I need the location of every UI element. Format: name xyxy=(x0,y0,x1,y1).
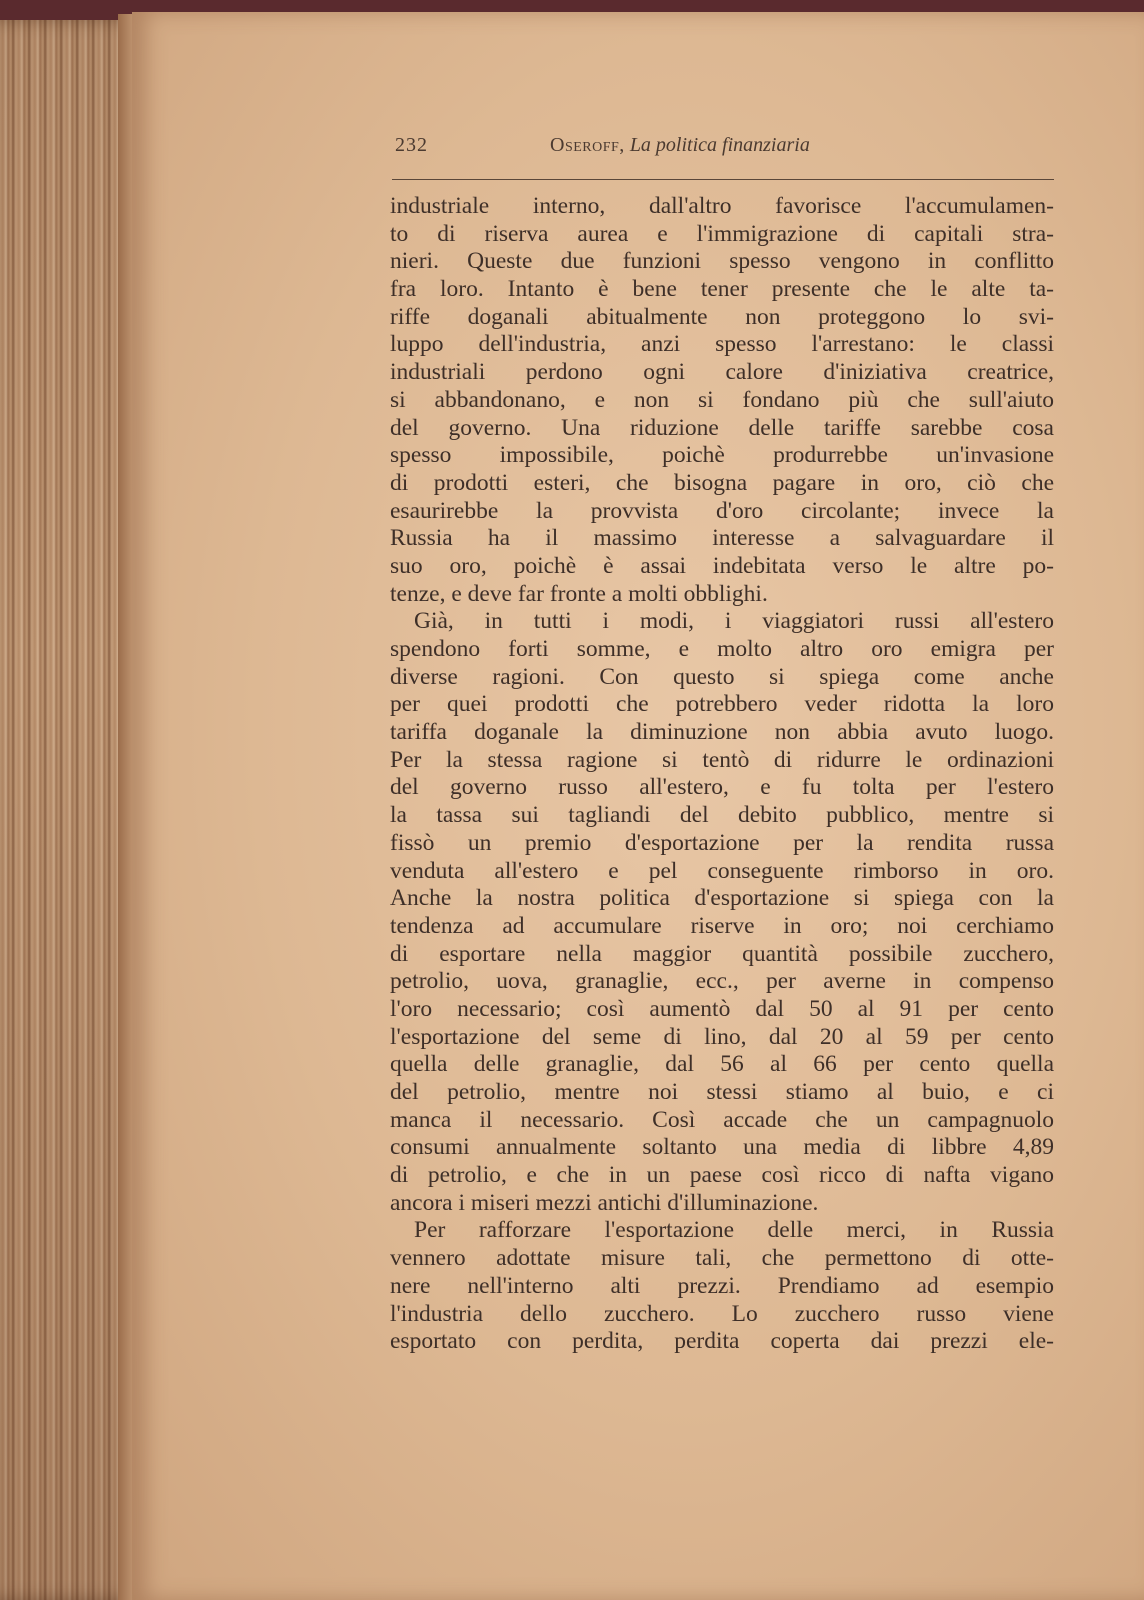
text-line: suo oro, poichè è assai indebitata verso le altre po- xyxy=(390,552,1054,579)
text-line: la tassa sui tagliandi del debito pubblico, mentre si xyxy=(390,802,1054,829)
text-line: di petrolio, e che in un paese così ricco di nafta vigano xyxy=(390,1162,1054,1189)
text-line: quella delle granaglie, dal 56 al 66 per cento quella xyxy=(390,1051,1054,1078)
text-line: Per rafforzare l'esportazione delle merci, in Russia xyxy=(414,1217,1054,1244)
text-line: di prodotti esteri, che bisogna pagare in oro, ciò che xyxy=(390,469,1054,496)
header-rule xyxy=(392,179,1054,180)
text-line: Anche la nostra politica d'esportazione si spiega con la xyxy=(390,885,1054,912)
running-header xyxy=(395,134,1055,164)
text-line: spendono forti somme, e molto altro oro emigra per xyxy=(390,636,1054,662)
running-head xyxy=(550,134,810,157)
text-line: Già, in tutti i modi, i viaggiatori russi all'estero xyxy=(414,608,1054,635)
text-line: l'oro necessario; così aumentò dal 50 al 91 per cento xyxy=(390,995,1054,1022)
text-line: nere nell'interno alti prezzi. Prendiamo ad esempio xyxy=(390,1272,1054,1299)
text-line: ancora i miseri mezzi antichi d'illuminazione. xyxy=(390,1189,819,1216)
text-line: luppo dell'industria, anzi spesso l'arrestano: le classi xyxy=(390,331,1054,358)
text-line: per quei prodotti che potrebbero veder ridotta la loro xyxy=(390,691,1054,718)
text-line: consumi annualmente soltanto una media di libbre 4,89 xyxy=(390,1134,1054,1161)
text-line: tendenza ad accumulare riserve in oro; noi cerchiamo xyxy=(390,912,1054,939)
text-line: diverse ragioni. Con questo si spiega come anche xyxy=(390,663,1054,690)
text-line: del governo russo all'estero, e fu tolta per l'estero xyxy=(390,774,1054,801)
text-line: petrolio, uova, granaglie, ecc., per averne in compenso xyxy=(390,968,1054,995)
text-line: venduta all'estero e pel conseguente rimborso in oro. xyxy=(390,857,1054,884)
text-line: fissò un premio d'esportazione per la rendita russa xyxy=(390,829,1054,856)
text-line: esaurirebbe la provvista d'oro circolante; invece la xyxy=(390,497,1054,524)
text-line: vennero adottate misure tali, che permettono di otte- xyxy=(390,1245,1054,1272)
text-line: riffe doganali abitualmente non proteggono lo svi- xyxy=(390,303,1054,330)
text-line: tariffa doganale la diminuzione non abbia avuto luogo. xyxy=(390,719,1054,746)
text-line: fra loro. Intanto è bene tener presente che le alte ta- xyxy=(390,276,1054,303)
text-line: tenze, e deve far fronte a molti obblighi. xyxy=(390,580,768,607)
text-line: del governo. Una riduzione delle tariffe sarebbe cosa xyxy=(390,414,1054,441)
text-line: del petrolio, mentre noi stessi stiamo al buio, e ci xyxy=(390,1079,1054,1105)
text-line: manca il necessario. Così accade che un campagnuolo xyxy=(390,1106,1054,1133)
body-text xyxy=(390,193,1054,1356)
text-line: esportato con perdita, perdita coperta dai prezzi ele- xyxy=(390,1328,1054,1355)
running-head-title: La politica finanziaria xyxy=(629,134,810,156)
text-line: Per la stessa ragione si tentò di ridurre le ordinazioni xyxy=(390,746,1054,773)
text-line: l'esportazione del seme di lino, dal 20 al 59 per cento xyxy=(390,1023,1054,1050)
text-line: nieri. Queste due funzioni spesso vengono in conflitto xyxy=(390,248,1054,275)
text-line: si abbandonano, e non si fondano più che sull'aiuto xyxy=(390,386,1054,413)
text-line: industriali perdono ogni calore d'iniziativa creatrice, xyxy=(390,359,1054,386)
page-number: 232 xyxy=(395,134,428,156)
text-line: spesso impossibile, poichè produrrebbe un'invasione xyxy=(390,442,1054,469)
text-line: l'industria dello zucchero. Lo zucchero russo viene xyxy=(390,1300,1054,1327)
text-line: di esportare nella maggior quantità possibile zucchero, xyxy=(390,940,1054,967)
text-line: industriale interno, dall'altro favorisce l'accumulamen- xyxy=(390,193,1054,219)
running-head-author: Oseroff, xyxy=(550,134,625,156)
text-line: to di riserva aurea e l'immigrazione di capitali stra- xyxy=(390,220,1054,247)
text-line: Russia ha il massimo interesse a salvaguardare il xyxy=(390,525,1054,552)
